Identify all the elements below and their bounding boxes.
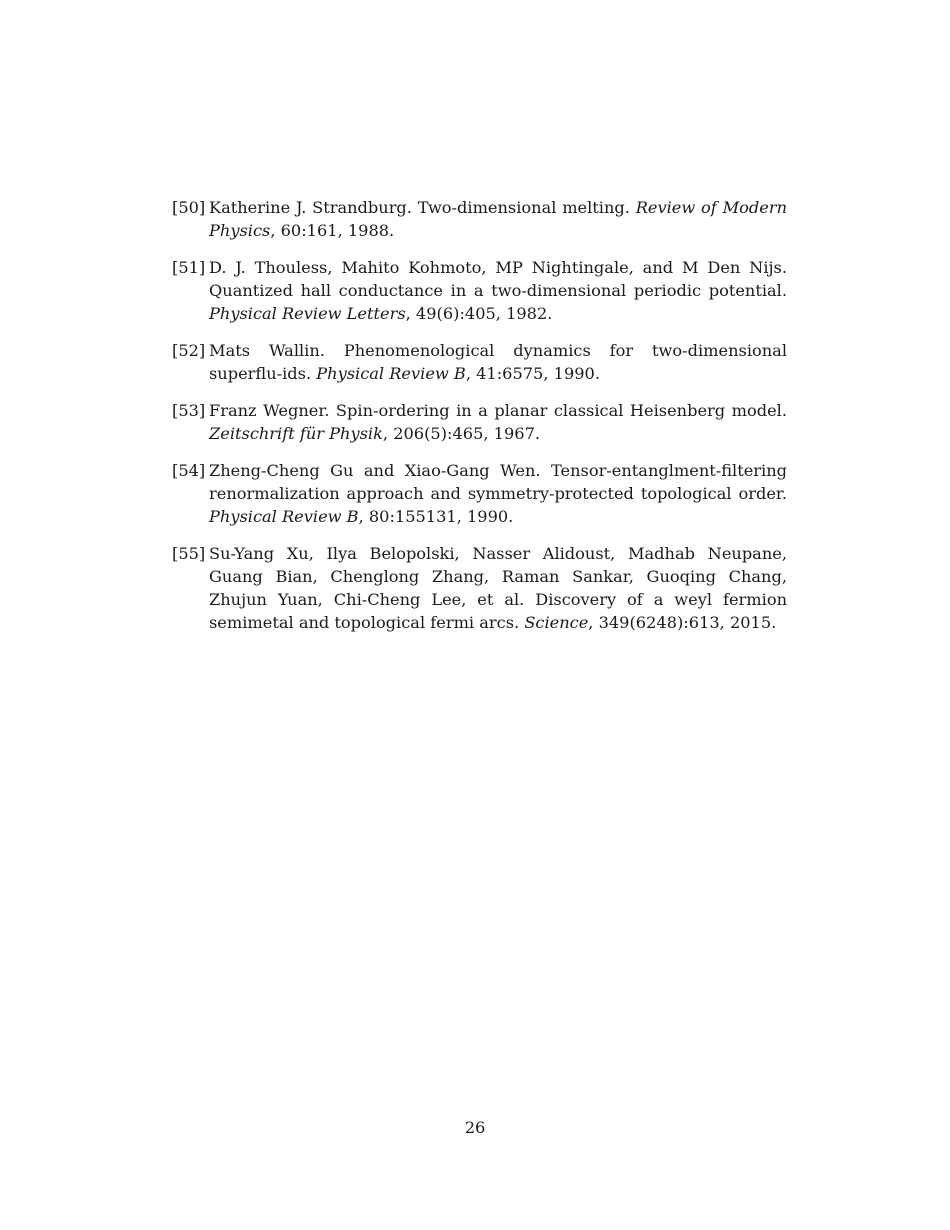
reference-entry-54 <box>172 459 787 528</box>
reference-text <box>209 258 787 323</box>
reference-venue: Review of Modern Physics <box>209 198 787 240</box>
reference-entry-55 <box>172 542 787 634</box>
reference-entry-51 <box>172 256 787 325</box>
reference-venue: Physical Review B <box>209 507 359 526</box>
reference-number: [55] <box>172 544 206 563</box>
reference-number: [50] <box>172 198 206 217</box>
reference-details: , 41:6575, 1990. <box>465 364 600 383</box>
reference-venue: Physical Review Letters <box>209 304 406 323</box>
reference-text <box>209 341 787 383</box>
reference-details: , 206(5):465, 1967. <box>382 424 541 443</box>
reference-entry-50 <box>172 196 787 242</box>
reference-text <box>209 544 787 632</box>
reference-venue: Zeitschrift für Physik <box>209 424 383 443</box>
reference-text <box>209 461 787 526</box>
reference-number: [51] <box>172 258 206 277</box>
reference-text <box>209 198 787 240</box>
reference-entry-53 <box>172 399 787 445</box>
reference-authors-title: D. J. Thouless, Mahito Kohmoto, MP Nightingale, and M Den Nijs. Quantized hall conductance in a two-dimensional periodic potential. <box>209 258 787 300</box>
reference-venue: Science <box>524 613 589 632</box>
reference-details: , 80:155131, 1990. <box>358 507 514 526</box>
reference-details: , 60:161, 1988. <box>270 221 395 240</box>
reference-number: [54] <box>172 461 206 480</box>
reference-details: , 349(6248):613, 2015. <box>588 613 777 632</box>
reference-text <box>209 401 787 443</box>
bibliography-list <box>172 196 787 648</box>
reference-authors-title: Mats Wallin. Phenomenological dynamics for two-dimensional superflu-ids. <box>209 341 787 383</box>
reference-entry-52 <box>172 339 787 385</box>
reference-authors-title: Katherine J. Strandburg. Two-dimensional melting. <box>209 198 636 217</box>
page-number: 26 <box>464 1118 486 1137</box>
reference-authors-title: Franz Wegner. Spin-ordering in a planar classical Heisenberg model. <box>209 401 787 420</box>
reference-venue: Physical Review B <box>316 364 466 383</box>
reference-authors-title: Su-Yang Xu, Ilya Belopolski, Nasser Alidoust, Madhab Neupane, Guang Bian, Chenglong Zhang, Raman Sankar, Guoqing Chang, Zhujun Yuan, Chi-Cheng Lee, et al. Discovery of a weyl fermion semimetal and topological fermi arcs. <box>209 544 787 632</box>
reference-number: [52] <box>172 341 206 360</box>
reference-number: [53] <box>172 401 206 420</box>
reference-authors-title: Zheng-Cheng Gu and Xiao-Gang Wen. Tensor-entanglment-filtering renormalization approach and symmetry-protected topological order. <box>209 461 787 503</box>
reference-details: , 49(6):405, 1982. <box>405 304 553 323</box>
